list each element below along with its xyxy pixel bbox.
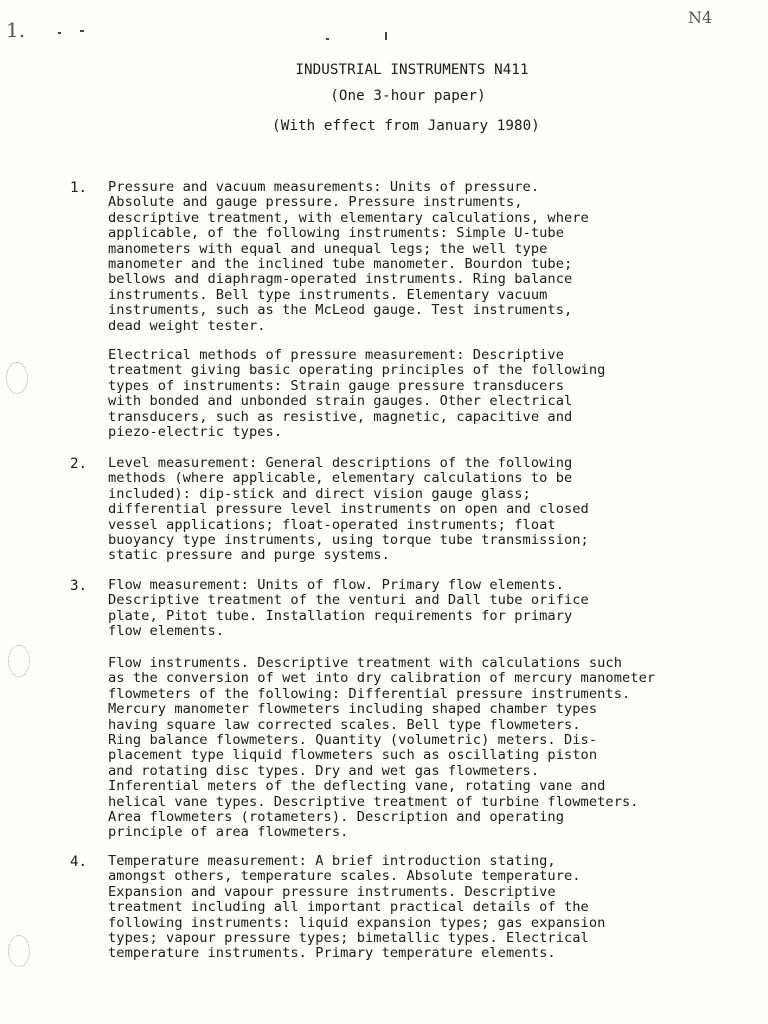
document-title: INDUSTRIAL INSTRUMENTS N411: [295, 62, 529, 78]
scan-mark: [58, 32, 61, 34]
corner-annotation: N4: [688, 8, 713, 27]
item-number: 3.: [70, 578, 88, 594]
punch-hole-mark: [6, 362, 28, 394]
item-paragraph: Level measurement: General descriptions of the following methods (where applicable, elementary calculations to be included): dip-stick and direct vision gauge glass; differential pressure level instruments on open and closed vessel applications; float-operated instruments; float buoyancy type instruments, using torque tube transmission; static pressure and purge systems.: [108, 455, 589, 564]
punch-hole-mark: [8, 935, 30, 967]
effective-date: (With effect from January 1980): [272, 118, 540, 134]
page-number-mark: 1.: [6, 18, 26, 42]
item-paragraph: Temperature measurement: A brief introduction stating, amongst others, temperature scales. Absolute temperature. Expansion and vapour pressure instruments. Descriptive treatment including all important practical details of the following instruments: liquid expansion types; gas expansion types; vapour pressure types; bimetallic types. Electrical temperature instruments. Primary temperature elements.: [108, 853, 606, 962]
item-number: 1.: [70, 180, 88, 196]
document-subtitle: (One 3-hour paper): [330, 88, 486, 104]
scan-mark: [80, 30, 84, 32]
punch-hole-mark: [8, 645, 30, 677]
scan-mark: [385, 32, 387, 40]
scan-mark: [326, 38, 329, 40]
item-paragraph: Flow measurement: Units of flow. Primary flow elements. Descriptive treatment of the venturi and Dall tube orifice plate, Pitot tube. Installation requirements for primary flow elements.: [108, 577, 589, 640]
item-number: 4.: [70, 854, 88, 870]
item-number: 2.: [70, 456, 88, 472]
item-paragraph: Pressure and vacuum measurements: Units of pressure. Absolute and gauge pressure. Pressure instruments, descriptive treatment, with elementary calculations, where applicable, of the following instruments: Simple U-tube manometers with equal and unequal legs; the well type manometer and the inclined tube manometer. Bourdon tube; bellows and diaphragm-operated instruments. Ring balance instruments. Bell type instruments. Elementary vacuum instruments, such as the McLeod gauge. Test instruments, dead weight tester.: [108, 179, 589, 334]
item-paragraph: Flow instruments. Descriptive treatment with calculations such as the conversion of wet into dry calibration of mercury manometer flowmeters of the following: Differential pressure instruments. Mercury manometer flowmeters including shaped chamber types having square law corrected scales. Bell type flowmeters. Ring balance flowmeters. Quantity (volumetric) meters. Dis- placement type liquid flowmeters such as oscillating piston and rotating disc types. Dry and wet gas flowmeters. Inferential meters of the deflecting vane, rotating vane and helical vane types. Descriptive treatment of turbine flowmeters. Area flowmeters (rotameters). Description and operating principle of area flowmeters.: [108, 655, 656, 841]
item-paragraph: Electrical methods of pressure measurement: Descriptive treatment giving basic operating principles of the following types of instruments: Strain gauge pressure transducers with bonded and unbonded strain gauges. Other electrical transducers, such as resistive, magnetic, capacitive and piezo-electric types.: [108, 347, 606, 441]
